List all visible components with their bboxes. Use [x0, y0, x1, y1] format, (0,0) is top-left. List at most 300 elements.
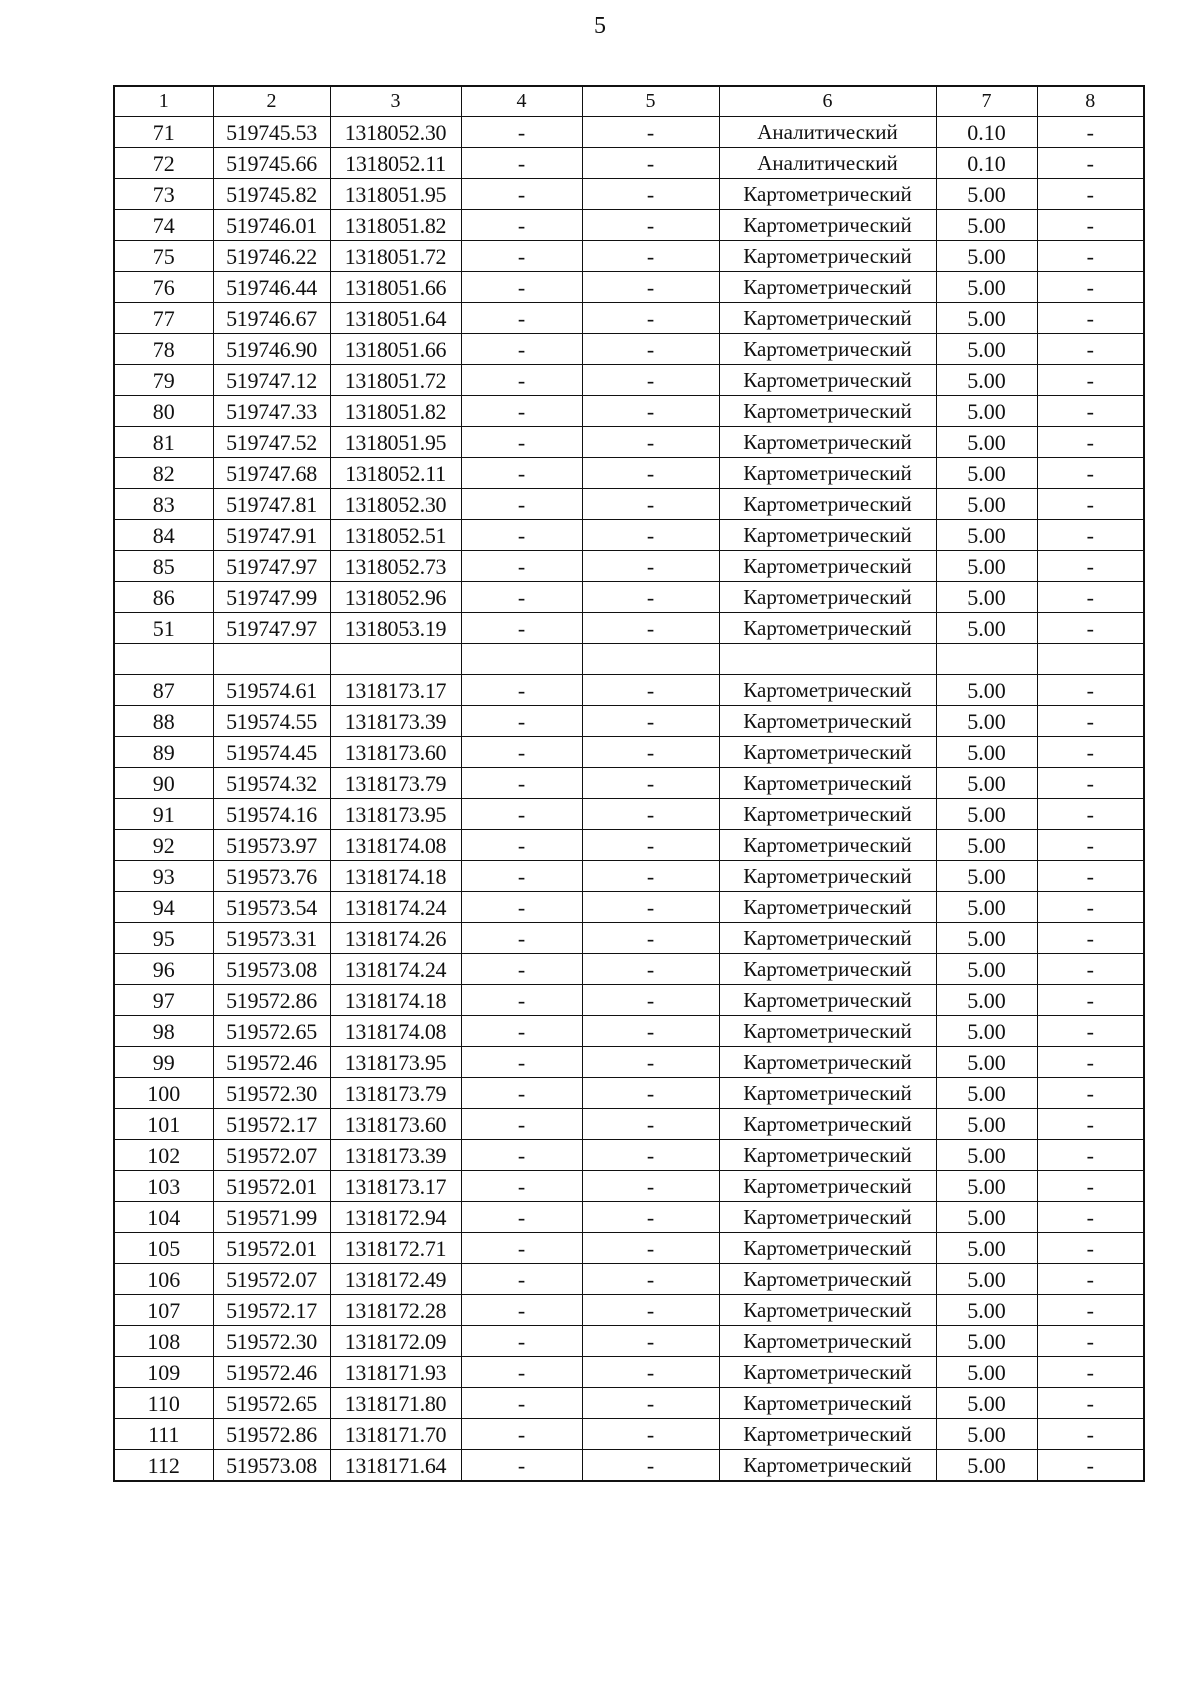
cell-accuracy: 5.00: [936, 923, 1037, 954]
cell-point-number: 81: [114, 427, 213, 458]
cell-col-8: -: [1037, 1388, 1144, 1419]
cell-x-coordinate: 519747.68: [213, 458, 330, 489]
cell-col-4: -: [461, 1295, 582, 1326]
table-row: [114, 861, 1144, 892]
cell-col-5: -: [582, 1419, 719, 1450]
cell-y-coordinate: 1318051.66: [330, 334, 461, 365]
cell-method: Картометрический: [719, 1016, 936, 1047]
cell-method: Картометрический: [719, 923, 936, 954]
cell-y-coordinate: 1318172.94: [330, 1202, 461, 1233]
cell-method: Картометрический: [719, 954, 936, 985]
table-row: [114, 830, 1144, 861]
cell-method: Аналитический: [719, 117, 936, 148]
cell-x-coordinate: 519572.46: [213, 1357, 330, 1388]
cell-method: Картометрический: [719, 241, 936, 272]
cell-col-8: -: [1037, 1264, 1144, 1295]
cell-col-5: -: [582, 861, 719, 892]
cell-col-4: -: [461, 861, 582, 892]
cell-method: Картометрический: [719, 1233, 936, 1264]
cell-col-5: -: [582, 117, 719, 148]
cell-col-5: -: [582, 520, 719, 551]
cell-col-4: -: [461, 1419, 582, 1450]
cell-y-coordinate: 1318052.11: [330, 148, 461, 179]
cell-point-number: 105: [114, 1233, 213, 1264]
cell-y-coordinate: 1318172.28: [330, 1295, 461, 1326]
cell-method: Картометрический: [719, 1419, 936, 1450]
cell-col-5: -: [582, 613, 719, 644]
cell-y-coordinate: 1318051.72: [330, 241, 461, 272]
cell-y-coordinate: 1318173.60: [330, 1109, 461, 1140]
table-header-row: [114, 86, 1144, 117]
cell-y-coordinate: 1318051.82: [330, 396, 461, 427]
cell-col-8: -: [1037, 551, 1144, 582]
cell-accuracy: 5.00: [936, 241, 1037, 272]
cell-x-coordinate: 519572.17: [213, 1295, 330, 1326]
cell-col-8: -: [1037, 1140, 1144, 1171]
cell-col-8: -: [1037, 737, 1144, 768]
column-header-7: 7: [936, 86, 1037, 117]
cell-col-5: -: [582, 396, 719, 427]
cell-y-coordinate: 1318051.82: [330, 210, 461, 241]
cell-col-4: -: [461, 613, 582, 644]
cell-col-4: -: [461, 179, 582, 210]
cell-accuracy: 5.00: [936, 1450, 1037, 1482]
cell-col-4: -: [461, 954, 582, 985]
cell-col-4: -: [461, 520, 582, 551]
column-header-6: 6: [719, 86, 936, 117]
cell-x-coordinate: 519571.99: [213, 1202, 330, 1233]
table-row: [114, 210, 1144, 241]
cell-y-coordinate: 1318052.30: [330, 489, 461, 520]
cell-y-coordinate: 1318173.39: [330, 706, 461, 737]
cell-col-5: -: [582, 365, 719, 396]
cell-x-coordinate: 519573.97: [213, 830, 330, 861]
cell-point-number: 112: [114, 1450, 213, 1482]
cell-x-coordinate: 519572.30: [213, 1078, 330, 1109]
cell-x-coordinate: 519747.81: [213, 489, 330, 520]
column-header-2: 2: [213, 86, 330, 117]
cell-col-8: -: [1037, 427, 1144, 458]
cell-method: Картометрический: [719, 1357, 936, 1388]
cell-accuracy: 5.00: [936, 1171, 1037, 1202]
cell-point-number: 79: [114, 365, 213, 396]
cell-col-5: -: [582, 427, 719, 458]
cell-method: Картометрический: [719, 365, 936, 396]
cell-col-8: -: [1037, 985, 1144, 1016]
table-row: [114, 1109, 1144, 1140]
cell-point-number: 107: [114, 1295, 213, 1326]
table-row: [114, 768, 1144, 799]
cell-x-coordinate: 519572.01: [213, 1233, 330, 1264]
cell-col-8: -: [1037, 148, 1144, 179]
cell-col-8: -: [1037, 768, 1144, 799]
table-row: [114, 1388, 1144, 1419]
cell-col-4: -: [461, 985, 582, 1016]
cell-y-coordinate: 1318051.72: [330, 365, 461, 396]
cell-x-coordinate: [213, 644, 330, 675]
cell-col-8: -: [1037, 1326, 1144, 1357]
cell-accuracy: 5.00: [936, 1233, 1037, 1264]
table-row: [114, 954, 1144, 985]
cell-x-coordinate: 519746.67: [213, 303, 330, 334]
cell-col-4: -: [461, 923, 582, 954]
cell-accuracy: 5.00: [936, 861, 1037, 892]
cell-col-4: -: [461, 551, 582, 582]
cell-y-coordinate: 1318172.71: [330, 1233, 461, 1264]
cell-col-4: -: [461, 582, 582, 613]
table-row: [114, 892, 1144, 923]
cell-x-coordinate: 519573.76: [213, 861, 330, 892]
cell-col-4: -: [461, 1016, 582, 1047]
cell-method: Картометрический: [719, 1202, 936, 1233]
cell-col-5: [582, 644, 719, 675]
cell-method: Картометрический: [719, 861, 936, 892]
cell-x-coordinate: 519747.91: [213, 520, 330, 551]
cell-y-coordinate: 1318174.24: [330, 892, 461, 923]
cell-col-8: -: [1037, 365, 1144, 396]
cell-accuracy: 5.00: [936, 396, 1037, 427]
cell-y-coordinate: 1318173.79: [330, 1078, 461, 1109]
cell-col-4: -: [461, 737, 582, 768]
table-row: [114, 799, 1144, 830]
cell-col-5: -: [582, 1109, 719, 1140]
cell-col-5: -: [582, 148, 719, 179]
cell-x-coordinate: 519574.32: [213, 768, 330, 799]
cell-point-number: 96: [114, 954, 213, 985]
cell-method: Картометрический: [719, 303, 936, 334]
table-row: [114, 1233, 1144, 1264]
cell-col-4: -: [461, 799, 582, 830]
cell-col-8: -: [1037, 923, 1144, 954]
cell-method: Картометрический: [719, 396, 936, 427]
cell-accuracy: 5.00: [936, 334, 1037, 365]
cell-method: Картометрический: [719, 892, 936, 923]
cell-x-coordinate: 519574.16: [213, 799, 330, 830]
cell-col-8: [1037, 644, 1144, 675]
table-row: [114, 1326, 1144, 1357]
table-row: [114, 520, 1144, 551]
cell-point-number: 104: [114, 1202, 213, 1233]
cell-col-4: -: [461, 117, 582, 148]
cell-col-4: -: [461, 303, 582, 334]
column-header-1: 1: [114, 86, 213, 117]
cell-col-8: -: [1037, 1109, 1144, 1140]
cell-method: Картометрический: [719, 768, 936, 799]
cell-y-coordinate: 1318171.80: [330, 1388, 461, 1419]
cell-method: Картометрический: [719, 737, 936, 768]
cell-x-coordinate: 519572.86: [213, 1419, 330, 1450]
cell-y-coordinate: 1318171.93: [330, 1357, 461, 1388]
cell-col-8: -: [1037, 706, 1144, 737]
cell-accuracy: 5.00: [936, 1419, 1037, 1450]
cell-x-coordinate: 519573.08: [213, 954, 330, 985]
cell-col-4: -: [461, 706, 582, 737]
cell-point-number: 71: [114, 117, 213, 148]
cell-point-number: 80: [114, 396, 213, 427]
cell-method: Картометрический: [719, 613, 936, 644]
table-row: [114, 334, 1144, 365]
cell-col-4: -: [461, 1326, 582, 1357]
cell-col-8: -: [1037, 489, 1144, 520]
table-row: [114, 272, 1144, 303]
cell-y-coordinate: 1318051.95: [330, 179, 461, 210]
table-row: [114, 1140, 1144, 1171]
cell-accuracy: 5.00: [936, 954, 1037, 985]
cell-accuracy: 5.00: [936, 210, 1037, 241]
cell-method: Картометрический: [719, 179, 936, 210]
cell-y-coordinate: 1318173.60: [330, 737, 461, 768]
cell-col-5: -: [582, 1357, 719, 1388]
cell-col-5: -: [582, 1295, 719, 1326]
cell-col-5: -: [582, 768, 719, 799]
cell-accuracy: 5.00: [936, 1264, 1037, 1295]
cell-col-5: -: [582, 985, 719, 1016]
cell-col-4: -: [461, 365, 582, 396]
cell-col-8: -: [1037, 613, 1144, 644]
cell-x-coordinate: 519745.53: [213, 117, 330, 148]
table-row: [114, 1047, 1144, 1078]
cell-method: Картометрический: [719, 1264, 936, 1295]
cell-x-coordinate: 519747.33: [213, 396, 330, 427]
cell-y-coordinate: 1318052.11: [330, 458, 461, 489]
cell-y-coordinate: 1318173.95: [330, 1047, 461, 1078]
cell-point-number: 101: [114, 1109, 213, 1140]
cell-col-5: -: [582, 1388, 719, 1419]
cell-point-number: 110: [114, 1388, 213, 1419]
cell-col-4: -: [461, 1388, 582, 1419]
cell-method: Картометрический: [719, 272, 936, 303]
cell-col-5: -: [582, 210, 719, 241]
cell-method: Картометрический: [719, 1326, 936, 1357]
cell-col-4: -: [461, 210, 582, 241]
table-row: [114, 458, 1144, 489]
coordinates-table: [113, 85, 1145, 1482]
cell-point-number: 76: [114, 272, 213, 303]
cell-x-coordinate: 519573.54: [213, 892, 330, 923]
cell-x-coordinate: 519747.12: [213, 365, 330, 396]
cell-point-number: 86: [114, 582, 213, 613]
cell-col-5: -: [582, 272, 719, 303]
cell-accuracy: 5.00: [936, 458, 1037, 489]
column-header-4: 4: [461, 86, 582, 117]
cell-point-number: 77: [114, 303, 213, 334]
cell-col-5: -: [582, 1264, 719, 1295]
cell-x-coordinate: 519574.55: [213, 706, 330, 737]
table-row: [114, 179, 1144, 210]
cell-col-8: -: [1037, 396, 1144, 427]
cell-method: Картометрический: [719, 1047, 936, 1078]
cell-col-4: -: [461, 1171, 582, 1202]
table-row: [114, 1357, 1144, 1388]
cell-col-5: -: [582, 334, 719, 365]
cell-method: Картометрический: [719, 830, 936, 861]
cell-col-5: -: [582, 241, 719, 272]
cell-method: Картометрический: [719, 675, 936, 706]
cell-col-5: -: [582, 179, 719, 210]
cell-x-coordinate: 519746.22: [213, 241, 330, 272]
cell-y-coordinate: 1318174.08: [330, 1016, 461, 1047]
cell-y-coordinate: 1318173.17: [330, 675, 461, 706]
cell-y-coordinate: 1318051.64: [330, 303, 461, 334]
cell-col-4: -: [461, 1450, 582, 1482]
cell-accuracy: 5.00: [936, 520, 1037, 551]
cell-y-coordinate: 1318051.95: [330, 427, 461, 458]
table-row: [114, 582, 1144, 613]
table-row: [114, 1171, 1144, 1202]
cell-accuracy: 5.00: [936, 1140, 1037, 1171]
cell-x-coordinate: 519746.90: [213, 334, 330, 365]
cell-method: Аналитический: [719, 148, 936, 179]
cell-col-5: -: [582, 458, 719, 489]
cell-y-coordinate: 1318171.64: [330, 1450, 461, 1482]
cell-col-5: -: [582, 489, 719, 520]
cell-col-8: -: [1037, 830, 1144, 861]
coordinates-table-container: [113, 85, 1143, 1482]
cell-col-8: -: [1037, 1233, 1144, 1264]
table-row: [114, 613, 1144, 644]
table-row: [114, 117, 1144, 148]
cell-col-5: -: [582, 1202, 719, 1233]
cell-method: Картометрический: [719, 1388, 936, 1419]
cell-method: Картометрический: [719, 458, 936, 489]
cell-col-5: -: [582, 303, 719, 334]
cell-point-number: 95: [114, 923, 213, 954]
cell-accuracy: 0.10: [936, 148, 1037, 179]
cell-method: Картометрический: [719, 427, 936, 458]
cell-x-coordinate: 519747.99: [213, 582, 330, 613]
cell-method: Картометрический: [719, 1295, 936, 1326]
cell-method: Картометрический: [719, 551, 936, 582]
cell-y-coordinate: 1318171.70: [330, 1419, 461, 1450]
cell-col-8: -: [1037, 1171, 1144, 1202]
cell-point-number: 88: [114, 706, 213, 737]
cell-y-coordinate: 1318052.96: [330, 582, 461, 613]
cell-col-4: -: [461, 1140, 582, 1171]
table-row: [114, 985, 1144, 1016]
table-row: [114, 241, 1144, 272]
cell-col-4: -: [461, 1078, 582, 1109]
cell-accuracy: 5.00: [936, 427, 1037, 458]
cell-point-number: 84: [114, 520, 213, 551]
cell-point-number: 83: [114, 489, 213, 520]
cell-x-coordinate: 519747.52: [213, 427, 330, 458]
cell-y-coordinate: 1318052.73: [330, 551, 461, 582]
cell-accuracy: 5.00: [936, 179, 1037, 210]
cell-col-5: -: [582, 830, 719, 861]
cell-y-coordinate: 1318174.08: [330, 830, 461, 861]
cell-point-number: 102: [114, 1140, 213, 1171]
cell-x-coordinate: 519572.07: [213, 1140, 330, 1171]
cell-col-4: -: [461, 458, 582, 489]
cell-method: [719, 644, 936, 675]
cell-accuracy: 5.00: [936, 830, 1037, 861]
cell-x-coordinate: 519573.31: [213, 923, 330, 954]
cell-accuracy: [936, 644, 1037, 675]
cell-point-number: 72: [114, 148, 213, 179]
cell-x-coordinate: 519746.01: [213, 210, 330, 241]
table-row: [114, 489, 1144, 520]
cell-y-coordinate: 1318172.49: [330, 1264, 461, 1295]
cell-col-5: -: [582, 706, 719, 737]
cell-method: Картометрический: [719, 985, 936, 1016]
cell-point-number: 93: [114, 861, 213, 892]
cell-point-number: 91: [114, 799, 213, 830]
cell-col-8: -: [1037, 179, 1144, 210]
cell-y-coordinate: 1318173.79: [330, 768, 461, 799]
cell-point-number: 99: [114, 1047, 213, 1078]
cell-col-8: -: [1037, 675, 1144, 706]
cell-col-4: -: [461, 1357, 582, 1388]
cell-accuracy: 0.10: [936, 117, 1037, 148]
table-row: [114, 1264, 1144, 1295]
cell-x-coordinate: 519572.65: [213, 1016, 330, 1047]
cell-accuracy: 5.00: [936, 1295, 1037, 1326]
cell-col-8: -: [1037, 210, 1144, 241]
cell-point-number: 75: [114, 241, 213, 272]
cell-col-4: -: [461, 1264, 582, 1295]
cell-method: Картометрический: [719, 799, 936, 830]
cell-x-coordinate: 519572.07: [213, 1264, 330, 1295]
table-row-separator: [114, 644, 1144, 675]
cell-accuracy: 5.00: [936, 706, 1037, 737]
cell-accuracy: 5.00: [936, 582, 1037, 613]
table-row: [114, 1078, 1144, 1109]
cell-x-coordinate: 519572.01: [213, 1171, 330, 1202]
cell-y-coordinate: [330, 644, 461, 675]
table-row: [114, 1419, 1144, 1450]
cell-col-8: -: [1037, 1357, 1144, 1388]
cell-method: Картометрический: [719, 1450, 936, 1482]
cell-y-coordinate: 1318174.26: [330, 923, 461, 954]
cell-x-coordinate: 519573.08: [213, 1450, 330, 1482]
cell-point-number: 82: [114, 458, 213, 489]
column-header-8: 8: [1037, 86, 1144, 117]
cell-method: Картометрический: [719, 706, 936, 737]
cell-point-number: 106: [114, 1264, 213, 1295]
cell-y-coordinate: 1318053.19: [330, 613, 461, 644]
cell-col-4: -: [461, 396, 582, 427]
cell-accuracy: 5.00: [936, 985, 1037, 1016]
cell-accuracy: 5.00: [936, 737, 1037, 768]
cell-col-8: -: [1037, 954, 1144, 985]
cell-col-4: -: [461, 334, 582, 365]
cell-accuracy: 5.00: [936, 799, 1037, 830]
table-row: [114, 675, 1144, 706]
cell-accuracy: 5.00: [936, 1109, 1037, 1140]
table-row: [114, 706, 1144, 737]
table-row: [114, 1016, 1144, 1047]
cell-point-number: 74: [114, 210, 213, 241]
cell-col-8: -: [1037, 303, 1144, 334]
cell-col-8: -: [1037, 1016, 1144, 1047]
cell-col-8: -: [1037, 117, 1144, 148]
cell-col-8: -: [1037, 1295, 1144, 1326]
cell-point-number: 51: [114, 613, 213, 644]
cell-col-4: -: [461, 272, 582, 303]
cell-col-5: -: [582, 892, 719, 923]
table-row: [114, 1450, 1144, 1482]
cell-col-5: -: [582, 551, 719, 582]
page-number: 5: [594, 13, 606, 39]
cell-col-8: -: [1037, 582, 1144, 613]
cell-accuracy: 5.00: [936, 489, 1037, 520]
cell-accuracy: 5.00: [936, 551, 1037, 582]
cell-col-4: -: [461, 427, 582, 458]
cell-col-4: -: [461, 892, 582, 923]
cell-col-5: -: [582, 1047, 719, 1078]
cell-method: Картометрический: [719, 520, 936, 551]
cell-x-coordinate: 519574.61: [213, 675, 330, 706]
